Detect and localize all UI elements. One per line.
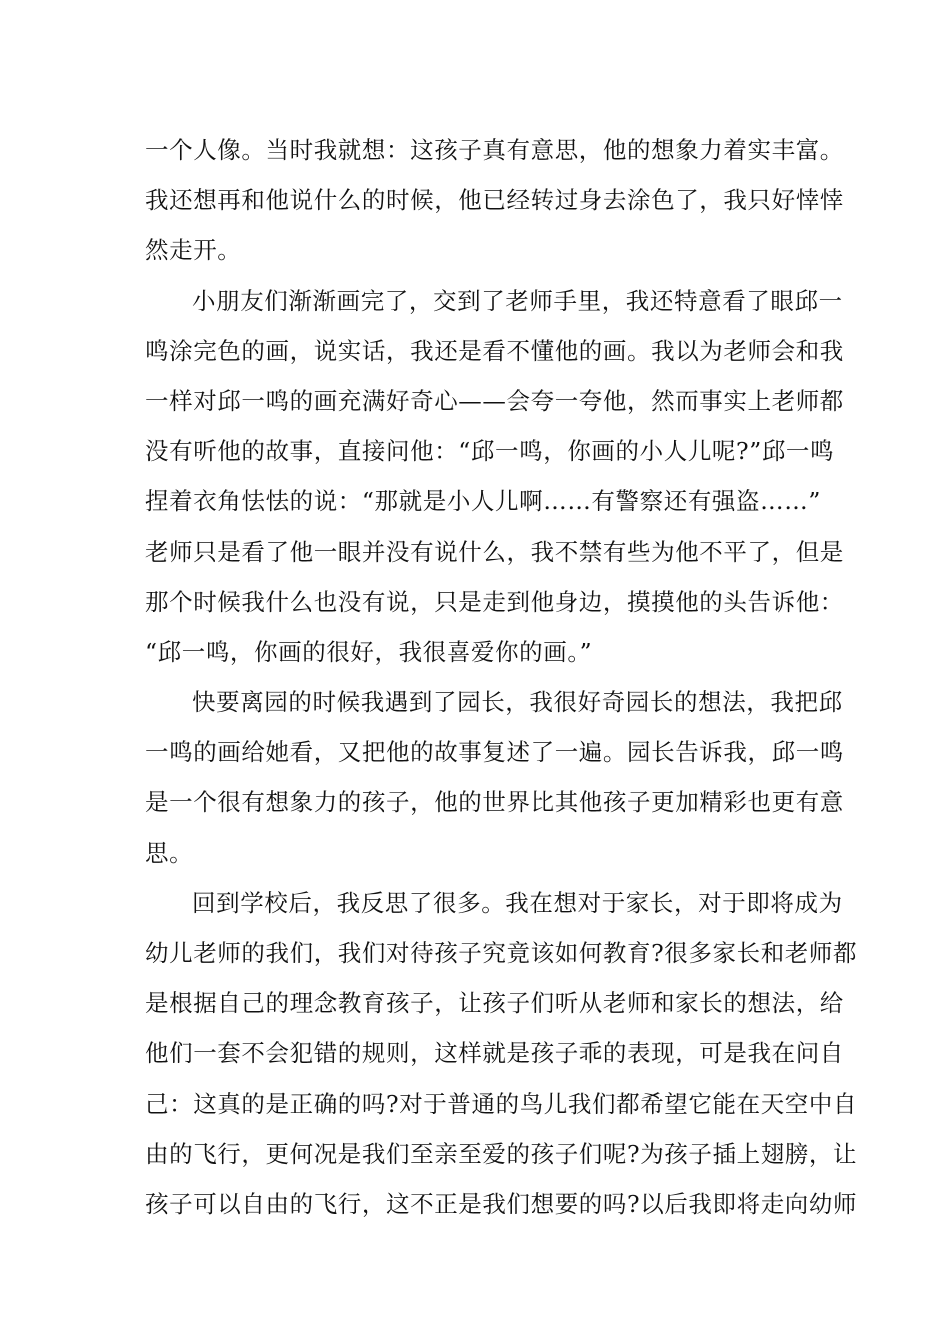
text-line: 孩子可以自由的飞行，这不正是我们想要的吗?以后我即将走向幼师 [145, 1189, 858, 1218]
body-text [145, 125, 858, 1229]
text-line: 老师只是看了他一眼并没有说什么，我不禁有些为他不平了，但是 [145, 537, 844, 566]
text-line: 一样对邱一鸣的画充满好奇心——会夸一夸他，然而事实上老师都 [145, 386, 844, 415]
paragraph-start-line: 快要离园的时候我遇到了园长，我很好奇园长的想法，我把邱 [192, 688, 843, 717]
text-line: “邱一鸣，你画的很好，我很喜爱你的画。” [145, 637, 593, 666]
text-line: 一鸣的画给她看，又把他的故事复述了一遍。园长告诉我，邱一鸣 [145, 738, 844, 767]
paragraph-start-line: 回到学校后，我反思了很多。我在想对于家长，对于即将成为 [192, 888, 843, 917]
text-line: 己：这真的是正确的吗?对于普通的鸟儿我们都希望它能在天空中自 [145, 1089, 858, 1118]
text-line: 然走开。 [145, 236, 242, 265]
text-line: 一个人像。当时我就想：这孩子真有意思，他的想象力着实丰富。 [145, 136, 844, 164]
paragraph-start-line: 小朋友们渐渐画完了，交到了老师手里，我还特意看了眼邱一 [192, 286, 843, 315]
text-line: 是根据自己的理念教育孩子，让孩子们听从老师和家长的想法，给 [145, 989, 844, 1018]
text-line: 幼儿老师的我们，我们对待孩子究竟该如何教育?很多家长和老师都 [145, 939, 858, 967]
text-line: 那个时候我什么也没有说，只是走到他身边，摸摸他的头告诉他： [145, 587, 844, 616]
text-line: 捏着衣角怯怯的说：“那就是小人儿啊……有警察还有强盗……” [145, 487, 821, 516]
text-line: 由的飞行，更何况是我们至亲至爱的孩子们呢?为孩子插上翅膀，让 [145, 1139, 858, 1168]
text-line: 鸣涂完色的画，说实话，我还是看不懂他的画。我以为老师会和我 [145, 336, 844, 365]
text-line: 思。 [145, 838, 194, 867]
text-line: 我还想再和他说什么的时候，他已经转过身去涂色了，我只好悻悻 [145, 186, 844, 215]
text-line: 没有听他的故事，直接问他：“邱一鸣，你画的小人儿呢?”邱一鸣 [145, 437, 835, 466]
text-line: 他们一套不会犯错的规则，这样就是孩子乖的表现，可是我在问自 [145, 1039, 844, 1068]
text-line: 是一个很有想象力的孩子，他的世界比其他孩子更加精彩也更有意 [145, 788, 844, 817]
